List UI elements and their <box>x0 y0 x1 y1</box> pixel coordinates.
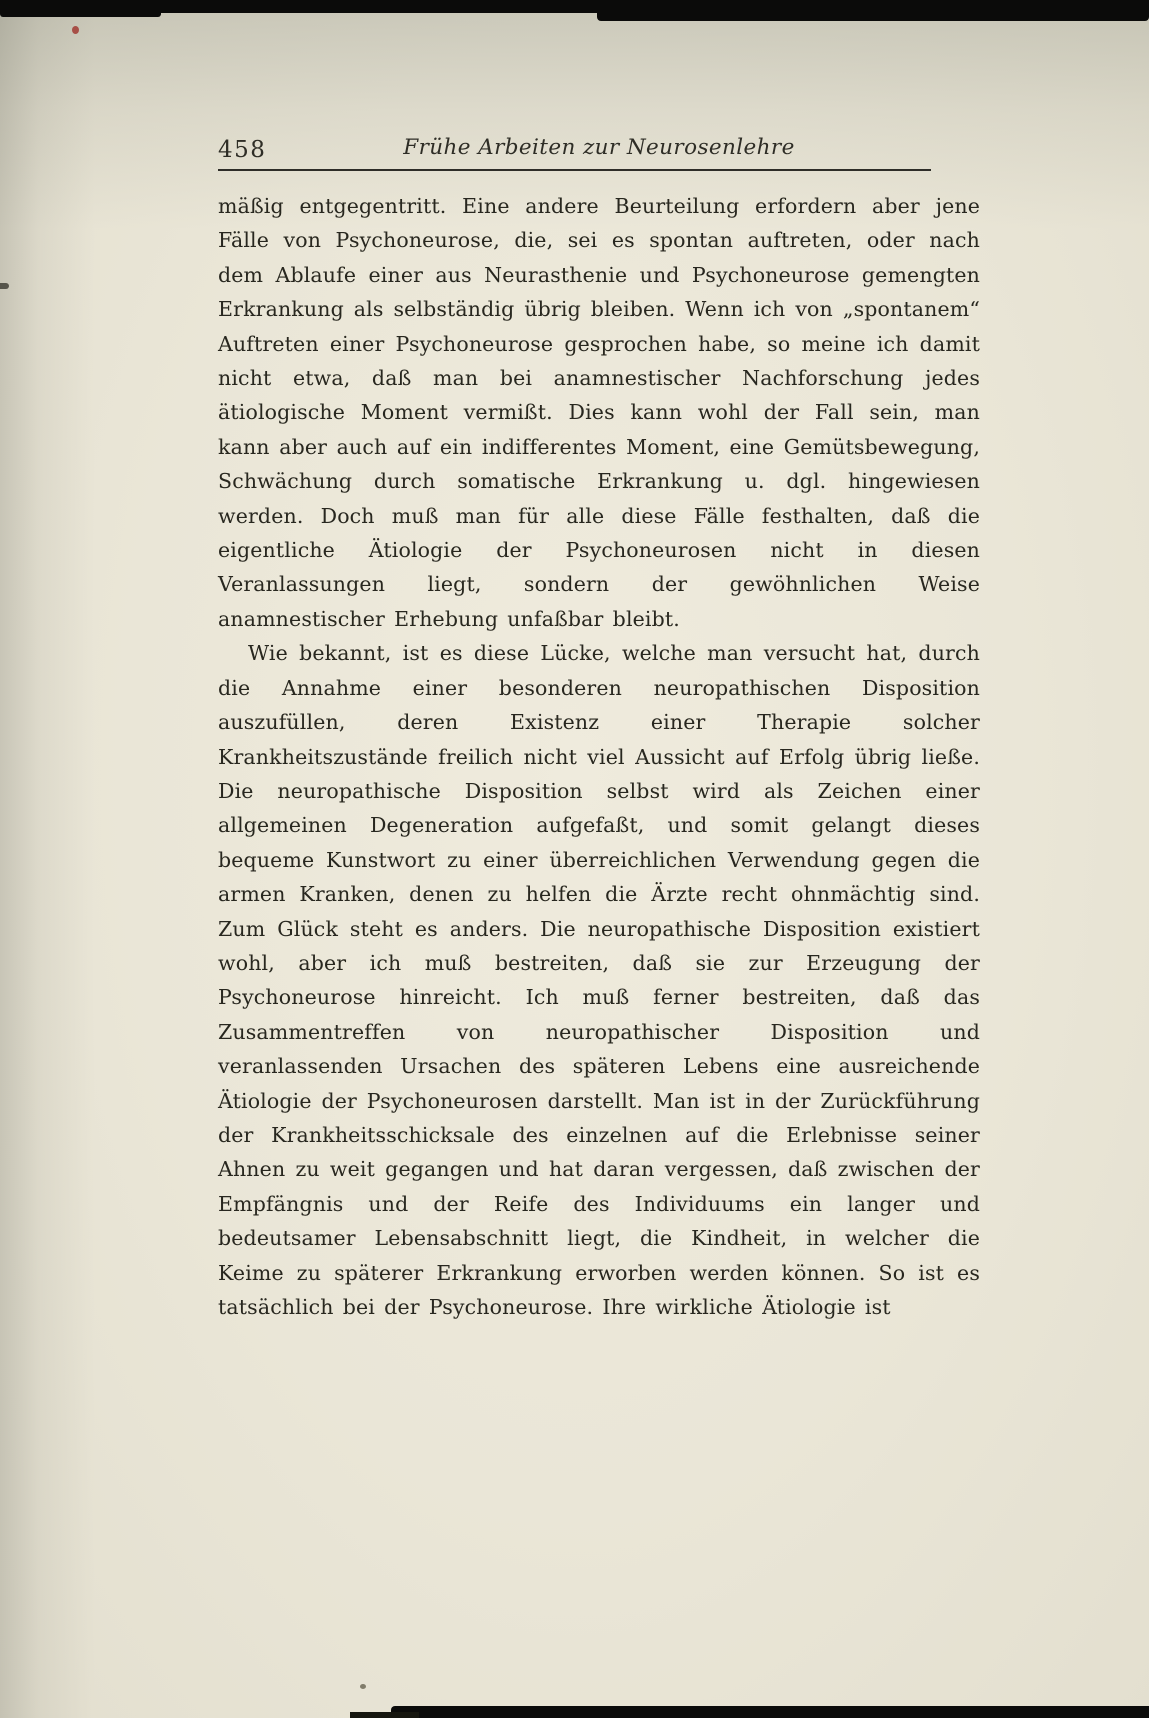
page-header <box>218 135 980 167</box>
paragraph-2: Wie bekannt, ist es diese Lücke, welche man versucht hat, durch die Annahme einer besonderen neuropathischen Disposition auszufüllen, deren Existenz einer Therapie solcher Krankheitszustände freilich nicht viel Aussicht auf Erfolg übrig ließe. Die neuropathische Disposition selbst wird als Zeichen einer allgemeinen Degeneration aufgefaßt, und somit gelangt dieses bequeme Kunstwort zu einer überreichlichen Verwendung gegen die armen Kranken, denen zu helfen die Ärzte recht ohnmächtig sind. Zum Glück steht es anders. Die neuropathische Disposition existiert wohl, aber ich muß bestreiten, daß sie zur Erzeugung der Psychoneurose hinreicht. Ich muß ferner bestreiten, daß das Zusammentreffen von neuropathischer Disposition und veranlassenden Ursachen des späteren Lebens eine ausreichende Ätiologie der Psychoneurosen darstellt. Man ist in der Zurückführung der Krankheitsschicksale des einzelnen auf die Erlebnisse seiner Ahnen zu weit gegangen und hat daran vergessen, daß zwischen der Empfängnis und der Reife des Individuums ein langer und bedeutsamer Lebensabschnitt liegt, die Kindheit, in welcher die Keime zu späterer Erkrankung erworben werden können. So ist es tatsächlich bei der Psychoneurose. Ihre wirkliche Ätiologie ist <box>218 641 980 1319</box>
page-number: 458 <box>218 137 267 163</box>
running-title: Frühe Arbeiten zur Neurosenlehre <box>403 135 795 160</box>
scan-edge-top-left <box>0 0 161 17</box>
scan-edge-bottom <box>391 1706 1149 1718</box>
body-text <box>218 189 980 1324</box>
scan-edge-top-right <box>597 0 1149 21</box>
scan-artifact-left-edge-speck <box>0 283 9 289</box>
header-rule <box>218 169 931 171</box>
paragraph-1: mäßig entgegentritt. Eine andere Beurteilung erfordern aber jene Fälle von Psychoneurose, die, sei es spontan auftreten, oder nach dem Ablaufe einer aus Neurasthenie und Psychoneurose gemengten Erkrankung als selbständig übrig bleiben. Wenn ich von „spontanem“ Auftreten einer Psychoneurose gesprochen habe, so meine ich damit nicht etwa, daß man bei anamnestischer Nachforschung jedes ätiologische Moment vermißt. Dies kann wohl der Fall sein, man kann aber auch auf ein indifferentes Moment, eine Gemütsbewegung, Schwächung durch somatische Erkrankung u. dgl. hingewiesen werden. Doch muß man für alle diese Fälle festhalten, daß die eigentliche Ätiologie der Psychoneurosen nicht in diesen Veranlassungen liegt, sondern der gewöhnlichen Weise anamnestischer Erhebung unfaßbar bleibt. <box>218 194 980 631</box>
scan-artifact-red-speck <box>72 26 79 34</box>
scan-artifact-bottom-speck <box>360 1684 366 1689</box>
scan-edge-bottom-stub <box>350 1712 419 1718</box>
